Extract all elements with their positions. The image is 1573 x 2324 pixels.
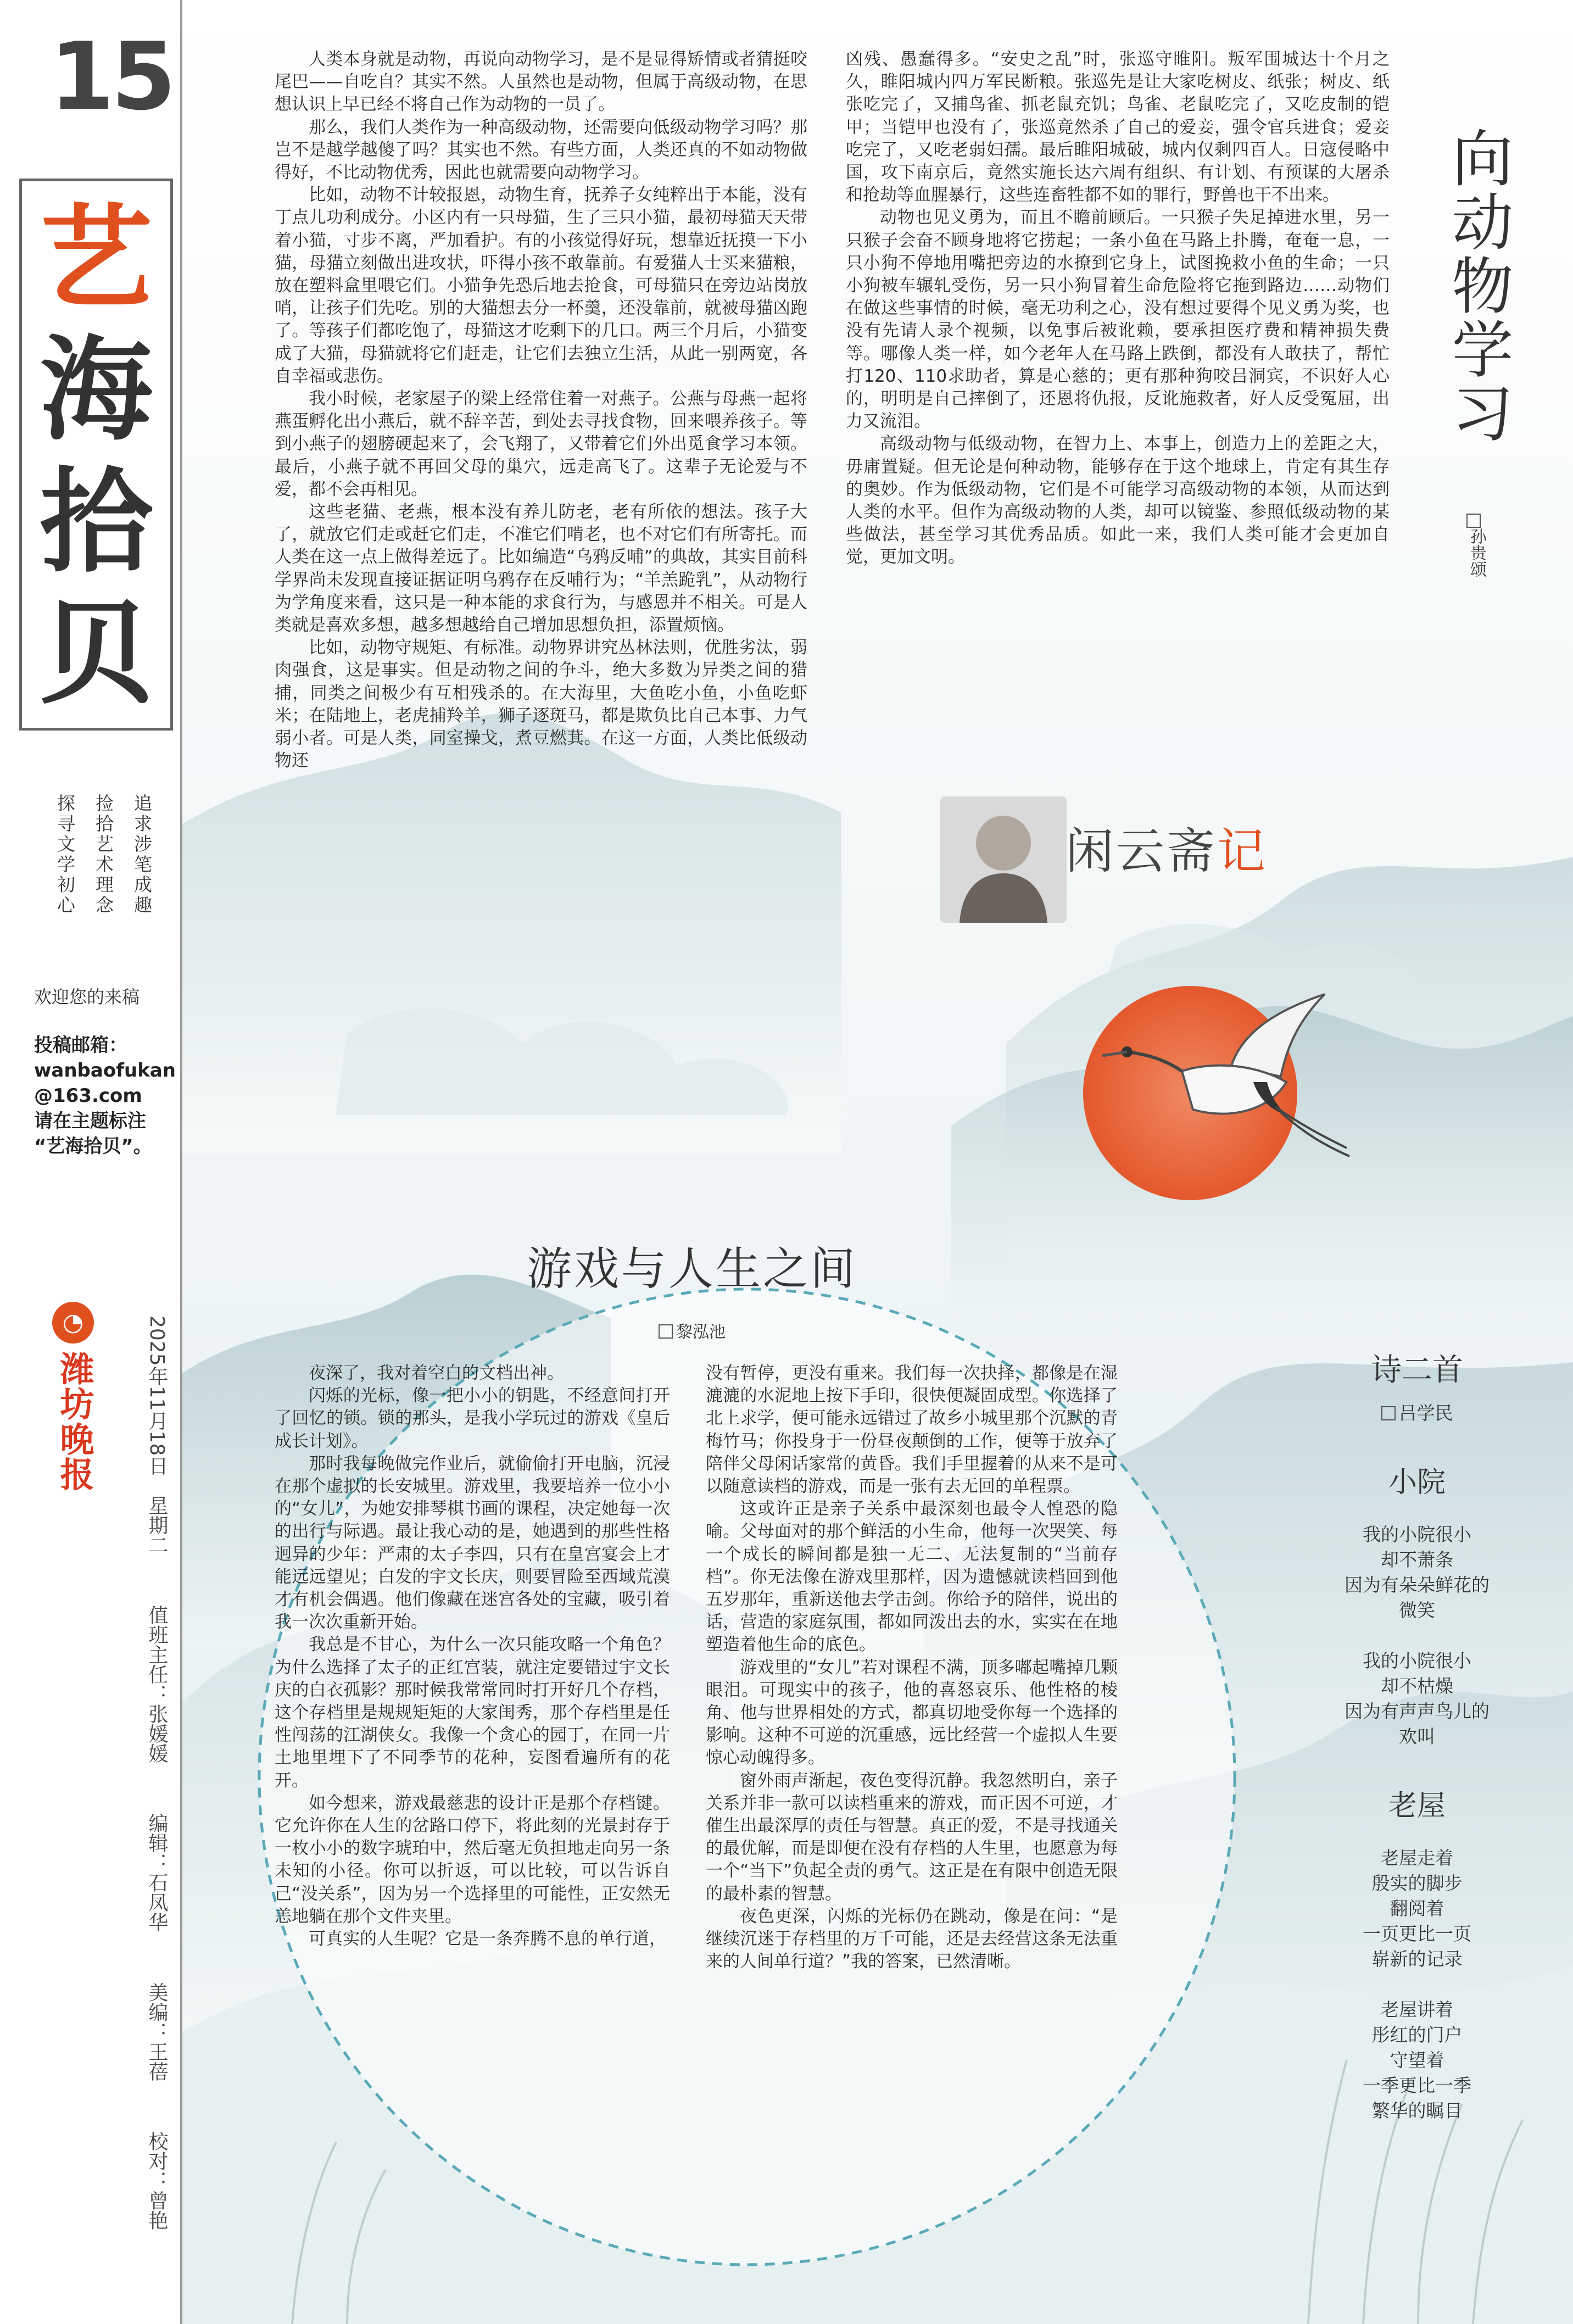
email-address[interactable]: wanbaofukan (34, 1060, 176, 1082)
editor: 编辑：石凤华 (146, 1813, 168, 1932)
poem-line: 却不枯燥 (1381, 1675, 1453, 1697)
paragraph: 窗外雨声渐起，夜色变得沉静。我忽然明白，亲子关系并非一款可以读档重来的游戏，而正因不可逆，才催生出最深厚的责任与智慧。真正的爱，不是寻找通关的最优解，而是即便在没有存档的人生里，也愿意为每一个“当下”负起全责的勇气。这正是在有限中创造无限的最朴素的智慧。 (706, 1770, 1118, 1904)
submission-contact (34, 1033, 177, 1159)
poem-line: 殷实的脚步 (1371, 1872, 1463, 1894)
author-name: 孙贵颂 (1467, 528, 1486, 577)
poem-line: 老屋走着 (1381, 1847, 1453, 1869)
slogan: 追求涉笔成趣 (131, 794, 153, 916)
column-badge-name: 闲云斋 (1066, 823, 1218, 879)
byline-box-icon (1466, 514, 1481, 528)
paragraph: 如今想来，游戏最慈悲的设计正是那个存档键。它允许你在人生的岔路口停下，将此刻的光景封存于一枚小小的数字琥珀中，然后毫无负担地走向另一条未知的小径。你可以折返，可以比较，可以告诉自己“没关系”，因为另一个选择里的可能性，正安然无恙地躺在那个文件夹里。 (275, 1793, 670, 1926)
newspaper-logo-icon: ◔ (52, 1302, 94, 1344)
submission-note: 请在主题标注 (34, 1110, 146, 1132)
email-label: 投稿邮箱： (34, 1034, 127, 1056)
poem-line: 一季更比一季 (1363, 2075, 1471, 2096)
paragraph: 比如，动物守规矩、有标准。动物界讲究丛林法则，优胜劣汰，弱肉强食，这是事实。但是动物之间的争斗，绝大多数为异类之间的猎捕，同类之间极少有互相残杀的。在大海里，大鱼吃小鱼，小鱼吃虾米；在陆地上，老虎捕羚羊，狮子逐斑马，都是欺负比自己本事、力气弱小者。可是人类，同室操戈，煮豆燃萁。在这一方面，人类比低级动物还 (275, 638, 807, 771)
column-badge-text (1066, 813, 1268, 882)
paragraph: 可真实的人生呢？它是一条奔腾不息的单行道， (309, 1929, 666, 1949)
issue-date: 2025年11月18日 星期二 (146, 1316, 168, 1555)
poem-line: 微笑 (1399, 1600, 1435, 1621)
column-slogans (55, 794, 165, 937)
paragraph: 闪烁的光标，像一把小小的钥匙，不经意间打开了回忆的锁。锁的那头，是我小学玩过的游戏《皇后成长计划》。 (275, 1386, 670, 1451)
welcome-text: 欢迎您的来稿 (34, 987, 140, 1007)
column-title-char: 海 (40, 324, 153, 456)
paragraph: 这或许正是亲子关系中最深刻也最令人惶恐的隐喻。父母面对的那个鲜活的小生命，他每一次哭笑、每一个成长的瞬间都是独一无二、无法复制的“当前存档”。你无法像在游戏里那样，因为遗憾就读档回到他五岁那年，重新送他去学击剑。你给予的陪伴，说出的话，营造的家庭氛围，都如同泼出去的水，实实在在地塑造着他生命的底色。 (706, 1499, 1118, 1655)
paragraph: 那么，我们人类作为一种高级动物，还需要向低级动物学习吗？那岂不是越学越傻了吗？其实也不然。有些方面，人类还真的不如动物做得好，不比动物优秀，因此也就需要向动物学习。 (275, 117, 807, 183)
poem-line: 守望着 (1390, 2049, 1444, 2071)
poem-body (1302, 1522, 1532, 1749)
byline-box-icon (659, 1324, 673, 1339)
poem-line: 一页更比一页 (1363, 1923, 1471, 1944)
paragraph: 夜色更深，闪烁的光标仍在跳动，像是在问：“是继续沉迷于存档里的万千可能，还是去经营这条无法重来的人间单行道？”我的答案，已然清晰。 (706, 1906, 1118, 1972)
paragraph: 动物也见义勇为，而且不瞻前顾后。一只猴子失足掉进水里，另一只猴子会奋不顾身地将它捞起；一条小鱼在马路上扑腾，奄奄一息，一只小狗不停地用嘴把旁边的水撩到它身上，试图挽救小鱼的生命；一只小狗被车辗轧受伤，另一只小狗冒着生命危险将它拖到路边……动物们在做这些事情的时候，毫无功利之心，没有想过要得个见义勇为奖，也没有先请人录个视频，以免事后被讹赖，要承担医疗费和精神损失费等。哪像人类一样，如今老年人在马路上跌倒，都没有人敢扶了，帮忙打120、110求助者，算是心慈的；更有那种狗咬吕洞宾，不识好人心的，明明是自己摔倒了，还恩将仇报，反讹施救者，好人反受冤屈，出力又流泪。 (846, 208, 1390, 432)
poem-title: 老屋 (1388, 1790, 1446, 1823)
paragraph: 没有暂停，更没有重来。我们每一次抉择，都像是在湿漉漉的水泥地上按下手印，很快便凝固成型。你选择了北上求学，便可能永远错过了故乡小城里那个沉默的青梅竹马；你投身于一份昼夜颠倒的工作，便等于放弃了陪伴父母闲话家常的黄昏。我们手里握着的从来不是可以随意读档的游戏，而是一张有去无回的单程票。 (706, 1363, 1118, 1497)
submission-note: “艺海拾贝”。 (34, 1135, 152, 1157)
article-title: 游戏与人生之间 (526, 1243, 857, 1295)
byline-box-icon (1381, 1406, 1396, 1420)
proofreader: 校对：曾艳 (146, 2131, 168, 2231)
sidebar-divider (180, 0, 182, 2324)
poem-line: 彤红的门户 (1371, 2024, 1463, 2046)
duty-editor: 值班主任：张媛媛 (146, 1604, 168, 1763)
issue-info (118, 1316, 173, 2231)
column-title-char: 贝 (40, 588, 153, 720)
poems-byline (1302, 1401, 1532, 1426)
paragraph: 我小时候，老家屋子的梁上经常住着一对燕子。公燕与母燕一起将燕蛋孵化出小燕后，就不辞辛苦，到处去寻找食物，回来喂养孩子。等到小燕子的翅膀硬起来了，会飞翔了，又带着它们外出觅食学习本领。最后，小燕子就不再回父母的巢穴，远走高飞了。这辈子无论爱与不爱，都不会再相见。 (275, 389, 807, 499)
sidebar (0, 0, 181, 2324)
article-column (275, 48, 807, 773)
newspaper-logo (52, 1302, 96, 1522)
article-column (706, 1362, 1118, 1973)
poem-body (1302, 1846, 1532, 2124)
poem-line: 老屋讲着 (1381, 1999, 1453, 2020)
paragraph: 凶残、愚蠢得多。“安史之乱”时，张巡守睢阳。叛军围城达十个月之久，睢阳城内四万军民断粮。张巡先是让大家吃树皮、纸张；树皮、纸张吃完了，又捕鸟雀、抓老鼠充饥；鸟雀、老鼠吃完了，又吃皮制的铠甲；当铠甲也没有了，张巡竟然杀了自己的爱妾，强令官兵进食；爱妾吃完了，又吃老弱妇孺。最后睢阳城破，城内仅剩四百人。日寇侵略中国，攻下南京后，竟然实施长达六周有组织、有计划、有预谋的大屠杀和抢劫等血腥暴行，这些连畜牲都不如的罪行，野兽也干不出来。 (846, 49, 1390, 205)
poem-line: 因为有声声鸟儿的 (1345, 1701, 1490, 1722)
designer: 美编：王蓓 (146, 1982, 168, 2081)
paragraph: 人类本身就是动物，再说向动物学习，是不是显得矫情或者猜挺咬尾巴——自吃自？其实不然。人虽然也是动物，但属于高级动物，在思想认识上早已经不将自己作为动物的一员了。 (275, 49, 807, 115)
column-title (22, 192, 170, 720)
email-address-domain[interactable]: @163.com (34, 1085, 142, 1107)
paragraph: 比如，动物不计较报恩，动物生育，抚养子女纯粹出于本能，没有丁点儿功利成分。小区内有一只母猫，生了三只小猫，最初母猫天天带着小猫，寸步不离，严加看护。有的小孩觉得好玩，想靠近抚摸一下小猫，母猫立刻做出进攻状，吓得小孩不敢靠前。有爱猫人士买来猫粮，放在塑料盒里喂它们。小猫争先恐后地去抢食，可母猫只在旁边站岗放哨，让孩子们先吃。别的大猫想去分一杯羹，还没靠前，就被母猫凶跑了。等孩子们都吃饱了，母猫这才吃剩下的几口。两三个月后，小猫变成了大猫，母猫就将它们赶走，让它们去独立生活，从此一别两宽，各自幸福或悲伤。 (275, 185, 807, 386)
slogan: 捡拾艺术理念 (93, 794, 114, 916)
paragraph: 我总是不甘心，为什么一次只能攻略一个角色？为什么选择了太子的正红宫装，就注定要错过宇文长庆的白衣孤影？那时候我常常同时打开好几个存档，这个存档里是规规矩矩的大家闺秀，那个存档里是任性闯荡的江湖侠女。我像一个贪心的园丁，在同一片土地里埋下了不同季节的花种，妄图看遍所有的花开。 (275, 1635, 670, 1791)
paragraph: 这些老猫、老燕，根本没有养儿防老，老有所依的想法。孩子大了，就放它们走或赶它们走，不准它们啃老，也不对它们有所寄托。而人类在这一点上做得差远了。比如编造“乌鸦反哺”的典故，其实目前科学界尚未发现直接证据证明乌鸦存在反哺行为；“羊羔跪乳”，从动物行为学角度来看，这只是一种本能的求食行为，与感恩并不相关。可是人类就是喜欢多想，越多想越给自己增加思想负担，添置烦恼。 (275, 502, 807, 636)
column-badge (934, 780, 1268, 923)
poem-line: 却不萧条 (1381, 1549, 1453, 1570)
slogan: 探寻文学初心 (54, 794, 76, 916)
column-header-box (19, 179, 173, 731)
paragraph: 游戏里的“女儿”若对课程不满，顶多嘟起嘴掉几颗眼泪。可现实中的孩子，他的喜怒哀乐、他性格的棱角、他与世界相处的方式，都真切地受你每一个选择的影响。这种不可逆的沉重感，远比经营一个虚拟人生要惊心动魄得多。 (706, 1657, 1118, 1768)
column-title-char: 艺 (40, 192, 153, 324)
newspaper-name: 潍坊晚报 (54, 1351, 94, 1492)
page-number: 15 (49, 23, 173, 131)
poem-title: 小院 (1388, 1466, 1446, 1499)
column-badge-highlight: 记 (1217, 823, 1268, 879)
poem-line: 我的小院很小 (1363, 1650, 1471, 1671)
article-byline (1466, 514, 1488, 577)
poem-line: 欢叫 (1399, 1726, 1435, 1747)
poem-line: 翻阅着 (1390, 1898, 1444, 1919)
poem-line: 我的小院很小 (1363, 1524, 1471, 1545)
poems-section (1302, 1346, 1532, 2124)
paragraph: 高级动物与低级动物，在智力上、本事上，创造力上的差距之大，毋庸置疑。但无论是何种动物，能够存在于这个地球上，肯定有其生存的奥妙。作为低级动物，它们是不可能学习高级动物的本领，从而达到人类的水平。但作为高级动物的人类，却可以镜鉴、参照低级动物的某些做法，甚至学习其优秀品质。如此一来，我们人类可能才会更加自觉，更加文明。 (846, 434, 1390, 567)
poem-line: 崭新的记录 (1371, 1948, 1463, 1970)
author-name: 黎泓池 (676, 1323, 726, 1342)
article-title: 向动物学习 (1442, 126, 1513, 445)
poem-line: 繁华的瞩目 (1371, 2100, 1463, 2121)
article-byline (467, 1318, 917, 1342)
paragraph: 那时我每晚做完作业后，就偷偷打开电脑，沉浸在那个虚拟的长安城里。游戏里，我要培养一位小小的“女儿”，为她安排琴棋书画的课程，决定她每一次的出行与际遇。最让我心动的是，她遇到的那些性格迥异的少年：严肃的太子李四，只有在皇宫宴会上才能远远望见；白发的宇文长庆，则要冒险至西域荒漠才有机会偶遇。他们像藏在迷宫各处的宝藏，吸引着我一次次重新开始。 (275, 1453, 670, 1632)
article-column (275, 1362, 670, 1950)
article-column (846, 48, 1390, 569)
poem-line: 因为有朵朵鲜花的 (1345, 1574, 1490, 1596)
author-name: 吕学民 (1398, 1402, 1453, 1424)
poems-title: 诗二首 (1371, 1352, 1463, 1388)
column-title-char: 拾 (40, 456, 153, 588)
paragraph: 夜深了，我对着空白的文档出神。 (309, 1363, 564, 1383)
